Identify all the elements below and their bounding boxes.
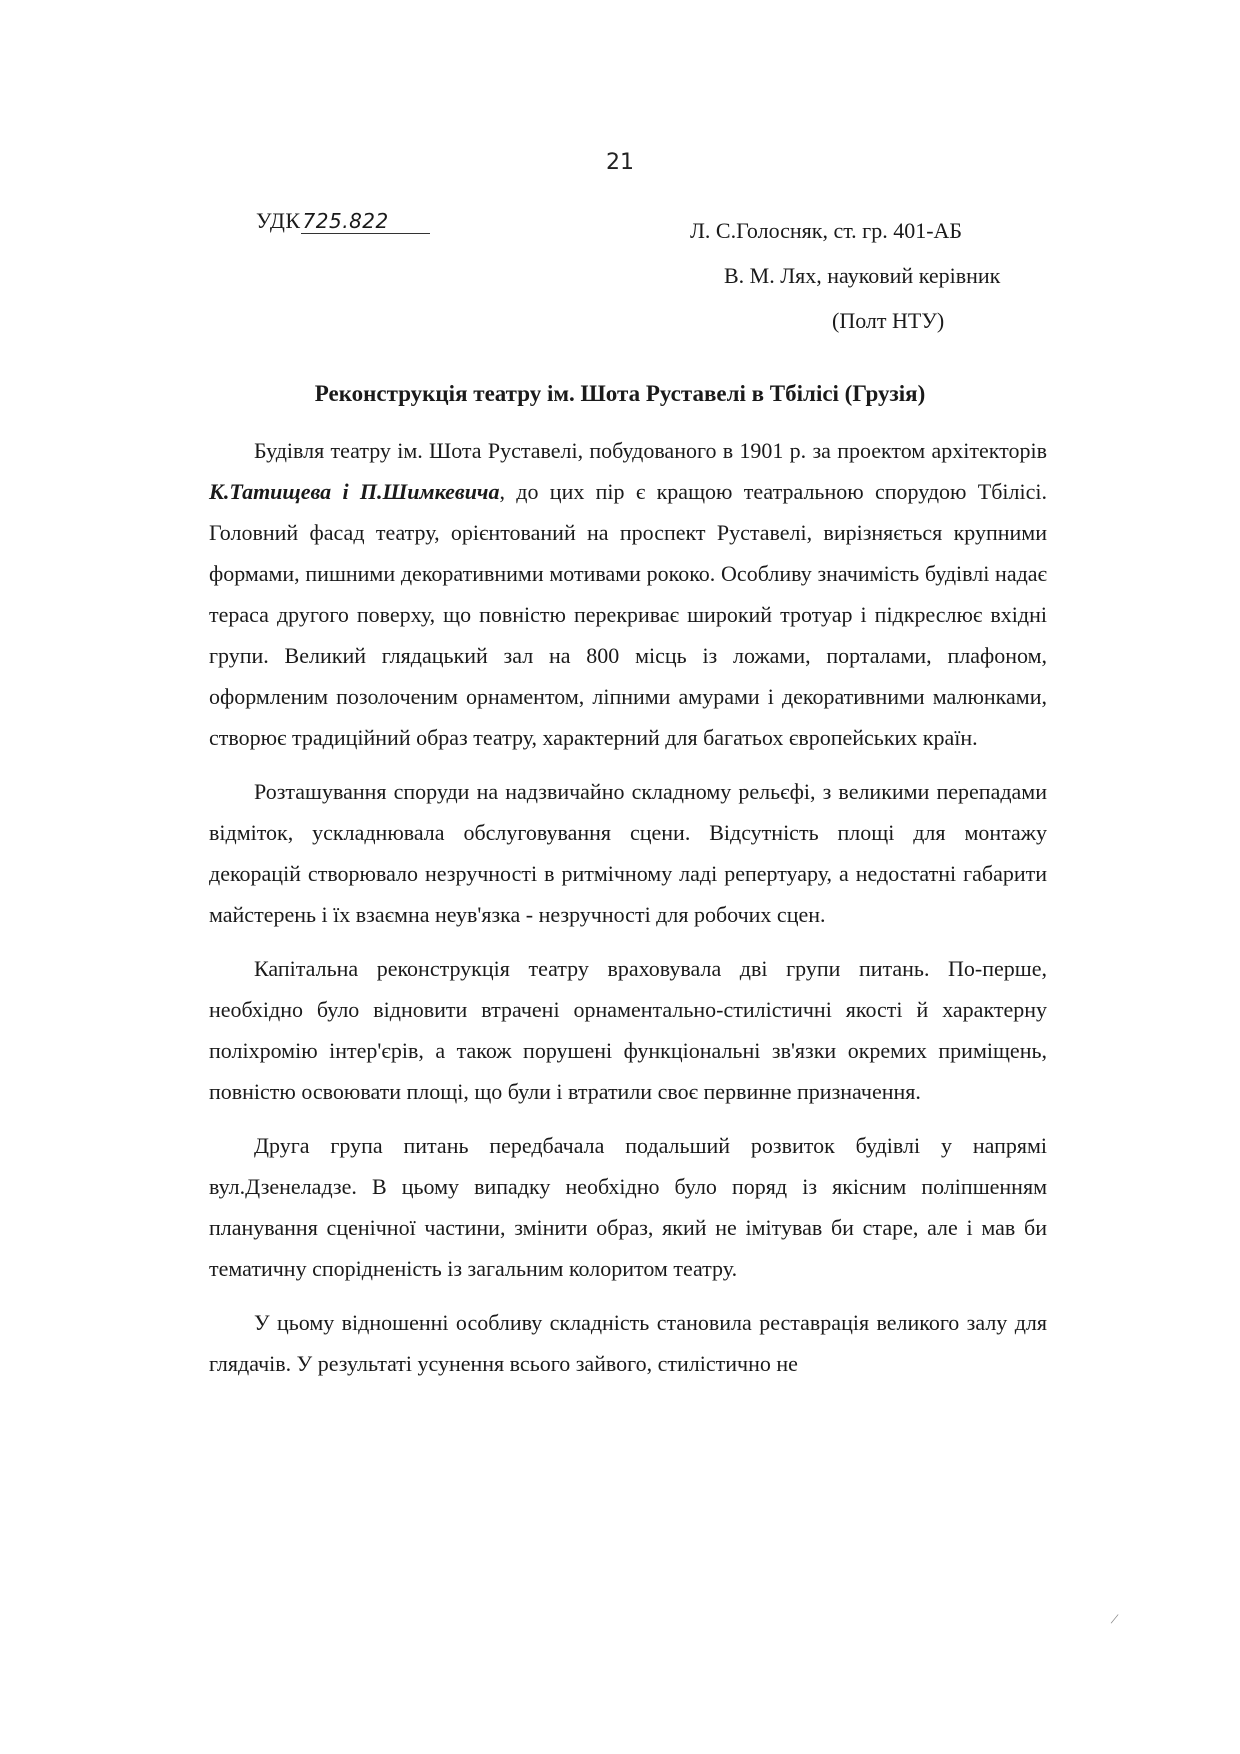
paragraph-4: Друга група питань передбачала подальший розвиток будівлі у напрямі вул.Дзенеладзе. В цьому випадку необхідно було поряд із якісним поліпшенням планування сценічної частини, змінити образ, який не імітував би старе, але і мав би тематичну спорідненість із загальним колоритом театру. — [209, 1133, 1047, 1281]
scan-mark: / — [1109, 1610, 1120, 1629]
udk-line — [256, 208, 430, 234]
author-student: Л. С.Голосняк, ст. гр. 401-АБ — [690, 218, 963, 243]
udk-code: 725.822 — [301, 209, 430, 234]
paragraph-1-end: , до цих пір є кращою театральною спорудою Тбілісі. Головний фасад театру, орієнтований на проспект Руставелі, вирізняється крупними формами, пишними декоративними мотивами рококо. Особливу значимість будівлі надає тераса другого поверху, що повністю перекриває широкий тротуар і підкреслює вхідні групи. Великий глядацький зал на 800 місць із ложами, порталами, плафоном, оформленим позолоченим орнаментом, ліпними амурами і декоративними малюнками, створює традиційний образ театру, характерний для багатьох європейських країн. — [209, 479, 1047, 750]
udk-label: УДК — [256, 208, 301, 233]
architect-names: К.Татищева і П.Шимкевича — [209, 479, 500, 504]
article-title: Реконструкція театру ім. Шота Руставелі в Тбілісі (Грузія) — [314, 381, 926, 406]
article-body — [209, 430, 1047, 1397]
paragraph-2: Розташування споруди на надзвичайно складному рельєфі, з великими перепадами відміток, ускладнювала обслуговування сцени. Відсутність площі для монтажу декорацій створювало незручності в ритмічному ладі репертуару, а недостатні габарити майстерень і їх взаємна неув'язка - незручності для робочих сцен. — [209, 779, 1047, 927]
paragraph-1 — [209, 430, 1047, 758]
author-institution: (Полт НТУ) — [832, 308, 945, 333]
paragraph-5: У цьому відношенні особливу складність становила реставрація великого залу для глядачів. У результаті усунення всього зайвого, стилістично не — [209, 1310, 1047, 1376]
paragraph-1-start: Будівля театру ім. Шота Руставелі, побудованого в 1901 р. за проектом архітекторів — [254, 438, 1047, 463]
author-block — [690, 208, 1050, 343]
page-number: 21 — [606, 150, 634, 175]
author-supervisor: В. М. Лях, науковий керівник — [724, 263, 1001, 288]
paragraph-3: Капітальна реконструкція театру враховувала дві групи питань. По-перше, необхідно було відновити втрачені орнаментально-стилістичні якості й характерну поліхромію інтер'єрів, а також порушені функціональні зв'язки окремих приміщень, повністю освоювати площі, що були і втратили своє первинне призначення. — [209, 956, 1047, 1104]
